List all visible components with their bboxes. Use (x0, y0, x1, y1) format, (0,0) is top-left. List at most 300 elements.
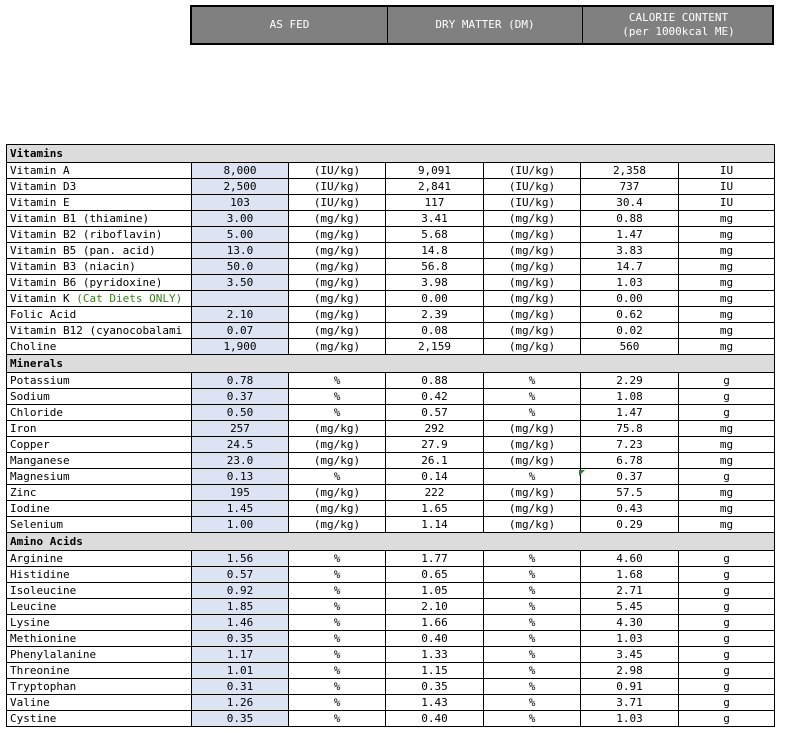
as-fed-unit[interactable]: % (289, 469, 386, 485)
nutrient-name-cell[interactable] (7, 421, 192, 437)
nutrient-row (7, 453, 775, 469)
nutrient-name-cell[interactable] (7, 195, 192, 211)
as-fed-value[interactable]: 1.01 (192, 663, 289, 679)
calorie-unit[interactable]: mg (679, 275, 775, 291)
dm-value[interactable]: 1.65 (386, 501, 484, 517)
calorie-value[interactable]: 1.08 (581, 389, 679, 405)
calorie-unit[interactable]: mg (679, 307, 775, 323)
calorie-unit[interactable]: g (679, 695, 775, 711)
as-fed-value[interactable]: 0.13 (192, 469, 289, 485)
as-fed-value[interactable]: 1.45 (192, 501, 289, 517)
dm-value[interactable]: 0.40 (386, 711, 484, 727)
dm-value[interactable]: 2,159 (386, 339, 484, 355)
nutrient-row (7, 695, 775, 711)
as-fed-unit[interactable]: % (289, 551, 386, 567)
calorie-unit[interactable]: mg (679, 437, 775, 453)
calorie-value[interactable]: 2.98 (581, 663, 679, 679)
as-fed-unit[interactable]: (IU/kg) (289, 179, 386, 195)
nutrient-name-cell[interactable] (7, 307, 192, 323)
nutrient-name: Arginine (10, 552, 63, 565)
nutrient-row (7, 583, 775, 599)
calorie-unit[interactable]: g (679, 647, 775, 663)
calorie-unit[interactable]: g (679, 679, 775, 695)
calorie-value[interactable]: 0.37 (581, 469, 679, 485)
as-fed-unit[interactable]: (mg/kg) (289, 275, 386, 291)
nutrient-name-cell[interactable] (7, 615, 192, 631)
as-fed-unit[interactable]: (mg/kg) (289, 307, 386, 323)
as-fed-unit[interactable]: % (289, 711, 386, 727)
calorie-unit[interactable]: g (679, 599, 775, 615)
section-title[interactable]: Minerals (7, 355, 775, 373)
nutrient-name-cell[interactable] (7, 453, 192, 469)
as-fed-unit[interactable]: (mg/kg) (289, 517, 386, 533)
nutrient-row (7, 179, 775, 195)
nutrient-name: Vitamin E (10, 196, 70, 209)
as-fed-value[interactable]: 0.78 (192, 373, 289, 389)
as-fed-unit[interactable]: (mg/kg) (289, 485, 386, 501)
dm-value[interactable]: 222 (386, 485, 484, 501)
calorie-value[interactable]: 560 (581, 339, 679, 355)
nutrient-row (7, 437, 775, 453)
section-header-row (7, 533, 775, 551)
nutrient-row (7, 291, 775, 307)
as-fed-unit[interactable]: (mg/kg) (289, 291, 386, 307)
calorie-unit[interactable]: g (679, 469, 775, 485)
dm-unit[interactable]: % (484, 631, 581, 647)
nutrient-name-cell[interactable] (7, 211, 192, 227)
calorie-unit[interactable]: mg (679, 227, 775, 243)
dm-value[interactable]: 0.65 (386, 567, 484, 583)
as-fed-value[interactable]: 0.31 (192, 679, 289, 695)
calorie-value[interactable]: 3.83 (581, 243, 679, 259)
dm-value[interactable]: 1.33 (386, 647, 484, 663)
dm-value[interactable]: 0.08 (386, 323, 484, 339)
dm-unit[interactable]: (mg/kg) (484, 259, 581, 275)
nutrient-name-cell[interactable] (7, 373, 192, 389)
calorie-unit[interactable]: mg (679, 453, 775, 469)
calorie-unit[interactable]: g (679, 583, 775, 599)
dm-value[interactable]: 1.77 (386, 551, 484, 567)
as-fed-value[interactable]: 103 (192, 195, 289, 211)
nutrient-name: Phenylalanine (10, 648, 97, 661)
calorie-unit[interactable]: mg (679, 485, 775, 501)
nutrient-name-cell[interactable] (7, 567, 192, 583)
nutrient-name: Manganese (10, 454, 70, 467)
header-dry-matter: DRY MATTER (DM) (388, 7, 583, 43)
calorie-value[interactable]: 5.45 (581, 599, 679, 615)
calorie-value[interactable]: 0.02 (581, 323, 679, 339)
dm-unit[interactable]: (mg/kg) (484, 227, 581, 243)
as-fed-unit[interactable]: % (289, 599, 386, 615)
calorie-unit[interactable]: mg (679, 517, 775, 533)
nutrient-row (7, 259, 775, 275)
dm-value[interactable]: 0.35 (386, 679, 484, 695)
nutrient-name-cell[interactable] (7, 583, 192, 599)
nutrient-name: Vitamin B2 (riboflavin) (10, 228, 163, 241)
nutrient-name: Vitamin A (10, 164, 70, 177)
as-fed-unit[interactable]: (mg/kg) (289, 211, 386, 227)
calorie-unit[interactable]: g (679, 405, 775, 421)
nutrient-name: Zinc (10, 486, 37, 499)
calorie-unit[interactable]: g (679, 551, 775, 567)
dm-value[interactable]: 0.40 (386, 631, 484, 647)
dm-unit[interactable]: % (484, 373, 581, 389)
as-fed-unit[interactable]: % (289, 405, 386, 421)
nutrient-row (7, 567, 775, 583)
dm-unit[interactable]: (IU/kg) (484, 163, 581, 179)
nutrient-name-cell[interactable] (7, 631, 192, 647)
dm-unit[interactable]: (mg/kg) (484, 211, 581, 227)
nutrient-name: Choline (10, 340, 57, 353)
dm-unit[interactable]: (mg/kg) (484, 501, 581, 517)
nutrient-row (7, 551, 775, 567)
nutrient-row (7, 663, 775, 679)
nutrient-name-cell[interactable] (7, 291, 192, 307)
section-header-row (7, 145, 775, 163)
dm-value[interactable]: 0.42 (386, 389, 484, 405)
dm-unit[interactable]: (mg/kg) (484, 437, 581, 453)
as-fed-unit[interactable]: (mg/kg) (289, 437, 386, 453)
dm-value[interactable]: 14.8 (386, 243, 484, 259)
nutrient-name: Lysine (10, 616, 50, 629)
dm-value[interactable]: 117 (386, 195, 484, 211)
calorie-unit[interactable]: mg (679, 421, 775, 437)
dm-unit[interactable]: % (484, 711, 581, 727)
calorie-value[interactable]: 1.03 (581, 275, 679, 291)
dm-value[interactable]: 1.66 (386, 615, 484, 631)
nutrient-name: Isoleucine (10, 584, 77, 597)
as-fed-unit[interactable]: % (289, 583, 386, 599)
dm-value[interactable]: 3.41 (386, 211, 484, 227)
as-fed-unit[interactable]: (mg/kg) (289, 501, 386, 517)
as-fed-value[interactable]: 2,500 (192, 179, 289, 195)
nutrient-row (7, 711, 775, 727)
as-fed-unit[interactable]: (mg/kg) (289, 339, 386, 355)
nutrient-name-cell[interactable] (7, 179, 192, 195)
nutrient-name-cell[interactable] (7, 389, 192, 405)
nutrient-row (7, 485, 775, 501)
calorie-value[interactable]: 30.4 (581, 195, 679, 211)
nutrient-row (7, 323, 775, 339)
nutrient-row (7, 211, 775, 227)
as-fed-value[interactable]: 0.50 (192, 405, 289, 421)
calorie-unit[interactable]: g (679, 389, 775, 405)
nutrient-table (6, 144, 775, 727)
header-calorie-content: CALORIE CONTENT (per 1000kcal ME) (622, 11, 735, 38)
dm-value[interactable]: 56.8 (386, 259, 484, 275)
dm-value[interactable]: 1.05 (386, 583, 484, 599)
dm-unit[interactable]: % (484, 615, 581, 631)
calorie-value[interactable]: 7.23 (581, 437, 679, 453)
nutrient-name-cell[interactable] (7, 647, 192, 663)
nutrient-row (7, 389, 775, 405)
calorie-value[interactable]: 1.03 (581, 711, 679, 727)
nutrient-name: Vitamin B5 (pan. acid) (10, 244, 156, 257)
nutrient-row (7, 227, 775, 243)
calorie-value[interactable]: 2,358 (581, 163, 679, 179)
dm-unit[interactable]: (IU/kg) (484, 195, 581, 211)
dm-unit[interactable]: % (484, 567, 581, 583)
as-fed-value[interactable]: 0.35 (192, 711, 289, 727)
calorie-unit[interactable]: IU (679, 163, 775, 179)
nutrient-name-cell[interactable] (7, 163, 192, 179)
as-fed-value[interactable]: 3.50 (192, 275, 289, 291)
column-header-bar (190, 5, 774, 45)
dm-value[interactable]: 0.88 (386, 373, 484, 389)
as-fed-value[interactable]: 8,000 (192, 163, 289, 179)
nutrient-name: Iron (10, 422, 37, 435)
calorie-value[interactable]: 3.45 (581, 647, 679, 663)
calorie-value[interactable]: 4.60 (581, 551, 679, 567)
dm-unit[interactable]: % (484, 389, 581, 405)
as-fed-unit[interactable]: % (289, 567, 386, 583)
as-fed-value[interactable]: 1.17 (192, 647, 289, 663)
nutrient-row (7, 163, 775, 179)
calorie-unit[interactable]: IU (679, 179, 775, 195)
calorie-value[interactable]: 14.7 (581, 259, 679, 275)
as-fed-unit[interactable]: (mg/kg) (289, 259, 386, 275)
dm-value[interactable]: 3.98 (386, 275, 484, 291)
as-fed-unit[interactable]: % (289, 389, 386, 405)
nutrient-name: Vitamin B6 (pyridoxine) (10, 276, 163, 289)
nutrient-name-cell[interactable] (7, 501, 192, 517)
dm-value[interactable]: 26.1 (386, 453, 484, 469)
nutrient-row (7, 469, 775, 485)
nutrient-name: Vitamin K (10, 292, 70, 305)
calorie-unit[interactable]: g (679, 631, 775, 647)
nutrient-row (7, 339, 775, 355)
as-fed-value[interactable]: 5.00 (192, 227, 289, 243)
nutrient-name: Vitamin B1 (thiamine) (10, 212, 150, 225)
nutrient-name: Selenium (10, 518, 63, 531)
calorie-unit[interactable]: g (679, 373, 775, 389)
nutrient-name-cell[interactable] (7, 259, 192, 275)
nutrient-name-cell[interactable] (7, 469, 192, 485)
calorie-unit[interactable]: g (679, 615, 775, 631)
calorie-value[interactable]: 0.43 (581, 501, 679, 517)
nutrient-name: Folic Acid (10, 308, 77, 321)
nutrient-name-cell[interactable] (7, 517, 192, 533)
calorie-unit[interactable]: g (679, 567, 775, 583)
as-fed-unit[interactable]: % (289, 679, 386, 695)
nutrient-row (7, 631, 775, 647)
section-title[interactable]: Vitamins (7, 145, 775, 163)
dm-unit[interactable]: % (484, 469, 581, 485)
nutrient-name-cell[interactable] (7, 339, 192, 355)
nutrient-row (7, 679, 775, 695)
calorie-value[interactable]: 0.91 (581, 679, 679, 695)
as-fed-value[interactable]: 24.5 (192, 437, 289, 453)
calorie-value[interactable]: 3.71 (581, 695, 679, 711)
as-fed-value[interactable]: 2.10 (192, 307, 289, 323)
as-fed-unit[interactable]: (mg/kg) (289, 453, 386, 469)
dm-unit[interactable]: % (484, 551, 581, 567)
dm-unit[interactable]: % (484, 599, 581, 615)
calorie-value[interactable]: 75.8 (581, 421, 679, 437)
nutrient-row (7, 599, 775, 615)
dm-value[interactable]: 0.14 (386, 469, 484, 485)
nutrient-name: Sodium (10, 390, 50, 403)
nutrient-name-cell[interactable] (7, 323, 192, 339)
as-fed-value[interactable]: 0.37 (192, 389, 289, 405)
nutrient-name-cell[interactable] (7, 485, 192, 501)
as-fed-value[interactable]: 1.46 (192, 615, 289, 631)
nutrient-name-cell[interactable] (7, 695, 192, 711)
nutrient-name: Tryptophan (10, 680, 77, 693)
as-fed-value[interactable]: 195 (192, 485, 289, 501)
nutrient-name-cell[interactable] (7, 663, 192, 679)
nutrient-name: Magnesium (10, 470, 70, 483)
as-fed-unit[interactable]: % (289, 631, 386, 647)
cell-comment-marker (579, 470, 585, 476)
nutrient-name: Vitamin B12 (cyanocobalami (10, 324, 183, 337)
calorie-value[interactable]: 1.03 (581, 631, 679, 647)
dm-unit[interactable]: (mg/kg) (484, 243, 581, 259)
calorie-value[interactable]: 1.47 (581, 405, 679, 421)
section-title[interactable]: Amino Acids (7, 533, 775, 551)
dm-value[interactable]: 5.68 (386, 227, 484, 243)
calorie-unit[interactable]: g (679, 711, 775, 727)
nutrient-row (7, 307, 775, 323)
dm-unit[interactable]: (mg/kg) (484, 453, 581, 469)
as-fed-unit[interactable]: (mg/kg) (289, 243, 386, 259)
calorie-unit[interactable]: mg (679, 291, 775, 307)
dm-value[interactable]: 9,091 (386, 163, 484, 179)
calorie-value[interactable]: 1.68 (581, 567, 679, 583)
dm-unit[interactable]: (mg/kg) (484, 517, 581, 533)
dm-value[interactable]: 1.43 (386, 695, 484, 711)
dm-value[interactable]: 1.15 (386, 663, 484, 679)
calorie-value[interactable]: 57.5 (581, 485, 679, 501)
as-fed-unit[interactable]: (IU/kg) (289, 195, 386, 211)
as-fed-unit[interactable]: % (289, 615, 386, 631)
dm-unit[interactable]: (mg/kg) (484, 339, 581, 355)
nutrient-name: Iodine (10, 502, 50, 515)
calorie-value[interactable]: 0.88 (581, 211, 679, 227)
calorie-value[interactable]: 2.71 (581, 583, 679, 599)
nutrient-name-cell[interactable] (7, 551, 192, 567)
calorie-unit[interactable]: mg (679, 259, 775, 275)
dm-value[interactable]: 27.9 (386, 437, 484, 453)
dm-unit[interactable]: (mg/kg) (484, 275, 581, 291)
as-fed-value[interactable]: 0.07 (192, 323, 289, 339)
calorie-value[interactable]: 737 (581, 179, 679, 195)
nutrient-row (7, 517, 775, 533)
as-fed-value[interactable]: 0.57 (192, 567, 289, 583)
as-fed-value[interactable]: 0.35 (192, 631, 289, 647)
as-fed-value[interactable]: 1.56 (192, 551, 289, 567)
dm-unit[interactable]: (mg/kg) (484, 323, 581, 339)
dm-value[interactable]: 2,841 (386, 179, 484, 195)
as-fed-unit[interactable]: % (289, 647, 386, 663)
dm-unit[interactable]: % (484, 695, 581, 711)
as-fed-value[interactable]: 1.26 (192, 695, 289, 711)
calorie-unit[interactable]: IU (679, 195, 775, 211)
as-fed-value[interactable]: 3.00 (192, 211, 289, 227)
calorie-unit[interactable]: mg (679, 323, 775, 339)
nutrient-name: Threonine (10, 664, 70, 677)
nutrient-name: Chloride (10, 406, 63, 419)
calorie-value[interactable]: 1.47 (581, 227, 679, 243)
dm-value[interactable]: 0.00 (386, 291, 484, 307)
as-fed-value[interactable]: 1,900 (192, 339, 289, 355)
dm-unit[interactable]: (mg/kg) (484, 485, 581, 501)
nutrient-name-note: (Cat Diets ONLY) (76, 292, 183, 305)
as-fed-value[interactable]: 1.00 (192, 517, 289, 533)
dm-unit[interactable]: (mg/kg) (484, 421, 581, 437)
nutrient-name: Methionine (10, 632, 77, 645)
as-fed-unit[interactable]: (mg/kg) (289, 421, 386, 437)
dm-value[interactable]: 2.10 (386, 599, 484, 615)
nutrient-row (7, 501, 775, 517)
nutrient-name-cell[interactable] (7, 405, 192, 421)
nutrient-row (7, 373, 775, 389)
nutrient-name-cell[interactable] (7, 711, 192, 727)
nutrient-name-cell[interactable] (7, 679, 192, 695)
nutrient-name: Cystine (10, 712, 57, 725)
calorie-value[interactable]: 0.29 (581, 517, 679, 533)
nutrient-row (7, 647, 775, 663)
calorie-value[interactable]: 4.30 (581, 615, 679, 631)
as-fed-unit[interactable]: (mg/kg) (289, 323, 386, 339)
dm-value[interactable]: 292 (386, 421, 484, 437)
dm-unit[interactable]: % (484, 663, 581, 679)
as-fed-value[interactable] (192, 291, 289, 307)
dm-unit[interactable]: % (484, 679, 581, 695)
calorie-unit[interactable]: mg (679, 243, 775, 259)
as-fed-unit[interactable]: (IU/kg) (289, 163, 386, 179)
nutrient-name-cell[interactable] (7, 227, 192, 243)
nutrient-name-cell[interactable] (7, 243, 192, 259)
calorie-value[interactable]: 6.78 (581, 453, 679, 469)
calorie-value[interactable]: 0.00 (581, 291, 679, 307)
header-as-fed: AS FED (192, 7, 388, 43)
as-fed-value[interactable]: 0.92 (192, 583, 289, 599)
as-fed-value[interactable]: 13.0 (192, 243, 289, 259)
dm-unit[interactable]: % (484, 647, 581, 663)
dm-unit[interactable]: (mg/kg) (484, 291, 581, 307)
as-fed-value[interactable]: 50.0 (192, 259, 289, 275)
nutrient-name: Vitamin D3 (10, 180, 77, 193)
dm-value[interactable]: 1.14 (386, 517, 484, 533)
dm-unit[interactable]: (mg/kg) (484, 307, 581, 323)
dm-unit[interactable]: % (484, 583, 581, 599)
calorie-unit[interactable]: mg (679, 211, 775, 227)
nutrient-name: Copper (10, 438, 50, 451)
as-fed-unit[interactable]: % (289, 663, 386, 679)
as-fed-unit[interactable]: % (289, 373, 386, 389)
dm-unit[interactable]: % (484, 405, 581, 421)
dm-value[interactable]: 0.57 (386, 405, 484, 421)
as-fed-value[interactable]: 23.0 (192, 453, 289, 469)
as-fed-value[interactable]: 1.85 (192, 599, 289, 615)
dm-unit[interactable]: (IU/kg) (484, 179, 581, 195)
calorie-value[interactable]: 2.29 (581, 373, 679, 389)
nutrient-name-cell[interactable] (7, 275, 192, 291)
nutrient-name-cell[interactable] (7, 437, 192, 453)
calorie-unit[interactable]: g (679, 663, 775, 679)
as-fed-unit[interactable]: (mg/kg) (289, 227, 386, 243)
as-fed-value[interactable]: 257 (192, 421, 289, 437)
as-fed-unit[interactable]: % (289, 695, 386, 711)
nutrient-row (7, 405, 775, 421)
nutrient-name: Potassium (10, 374, 70, 387)
calorie-unit[interactable]: mg (679, 501, 775, 517)
nutrient-name-cell[interactable] (7, 599, 192, 615)
calorie-unit[interactable]: mg (679, 339, 775, 355)
calorie-value[interactable]: 0.62 (581, 307, 679, 323)
dm-value[interactable]: 2.39 (386, 307, 484, 323)
